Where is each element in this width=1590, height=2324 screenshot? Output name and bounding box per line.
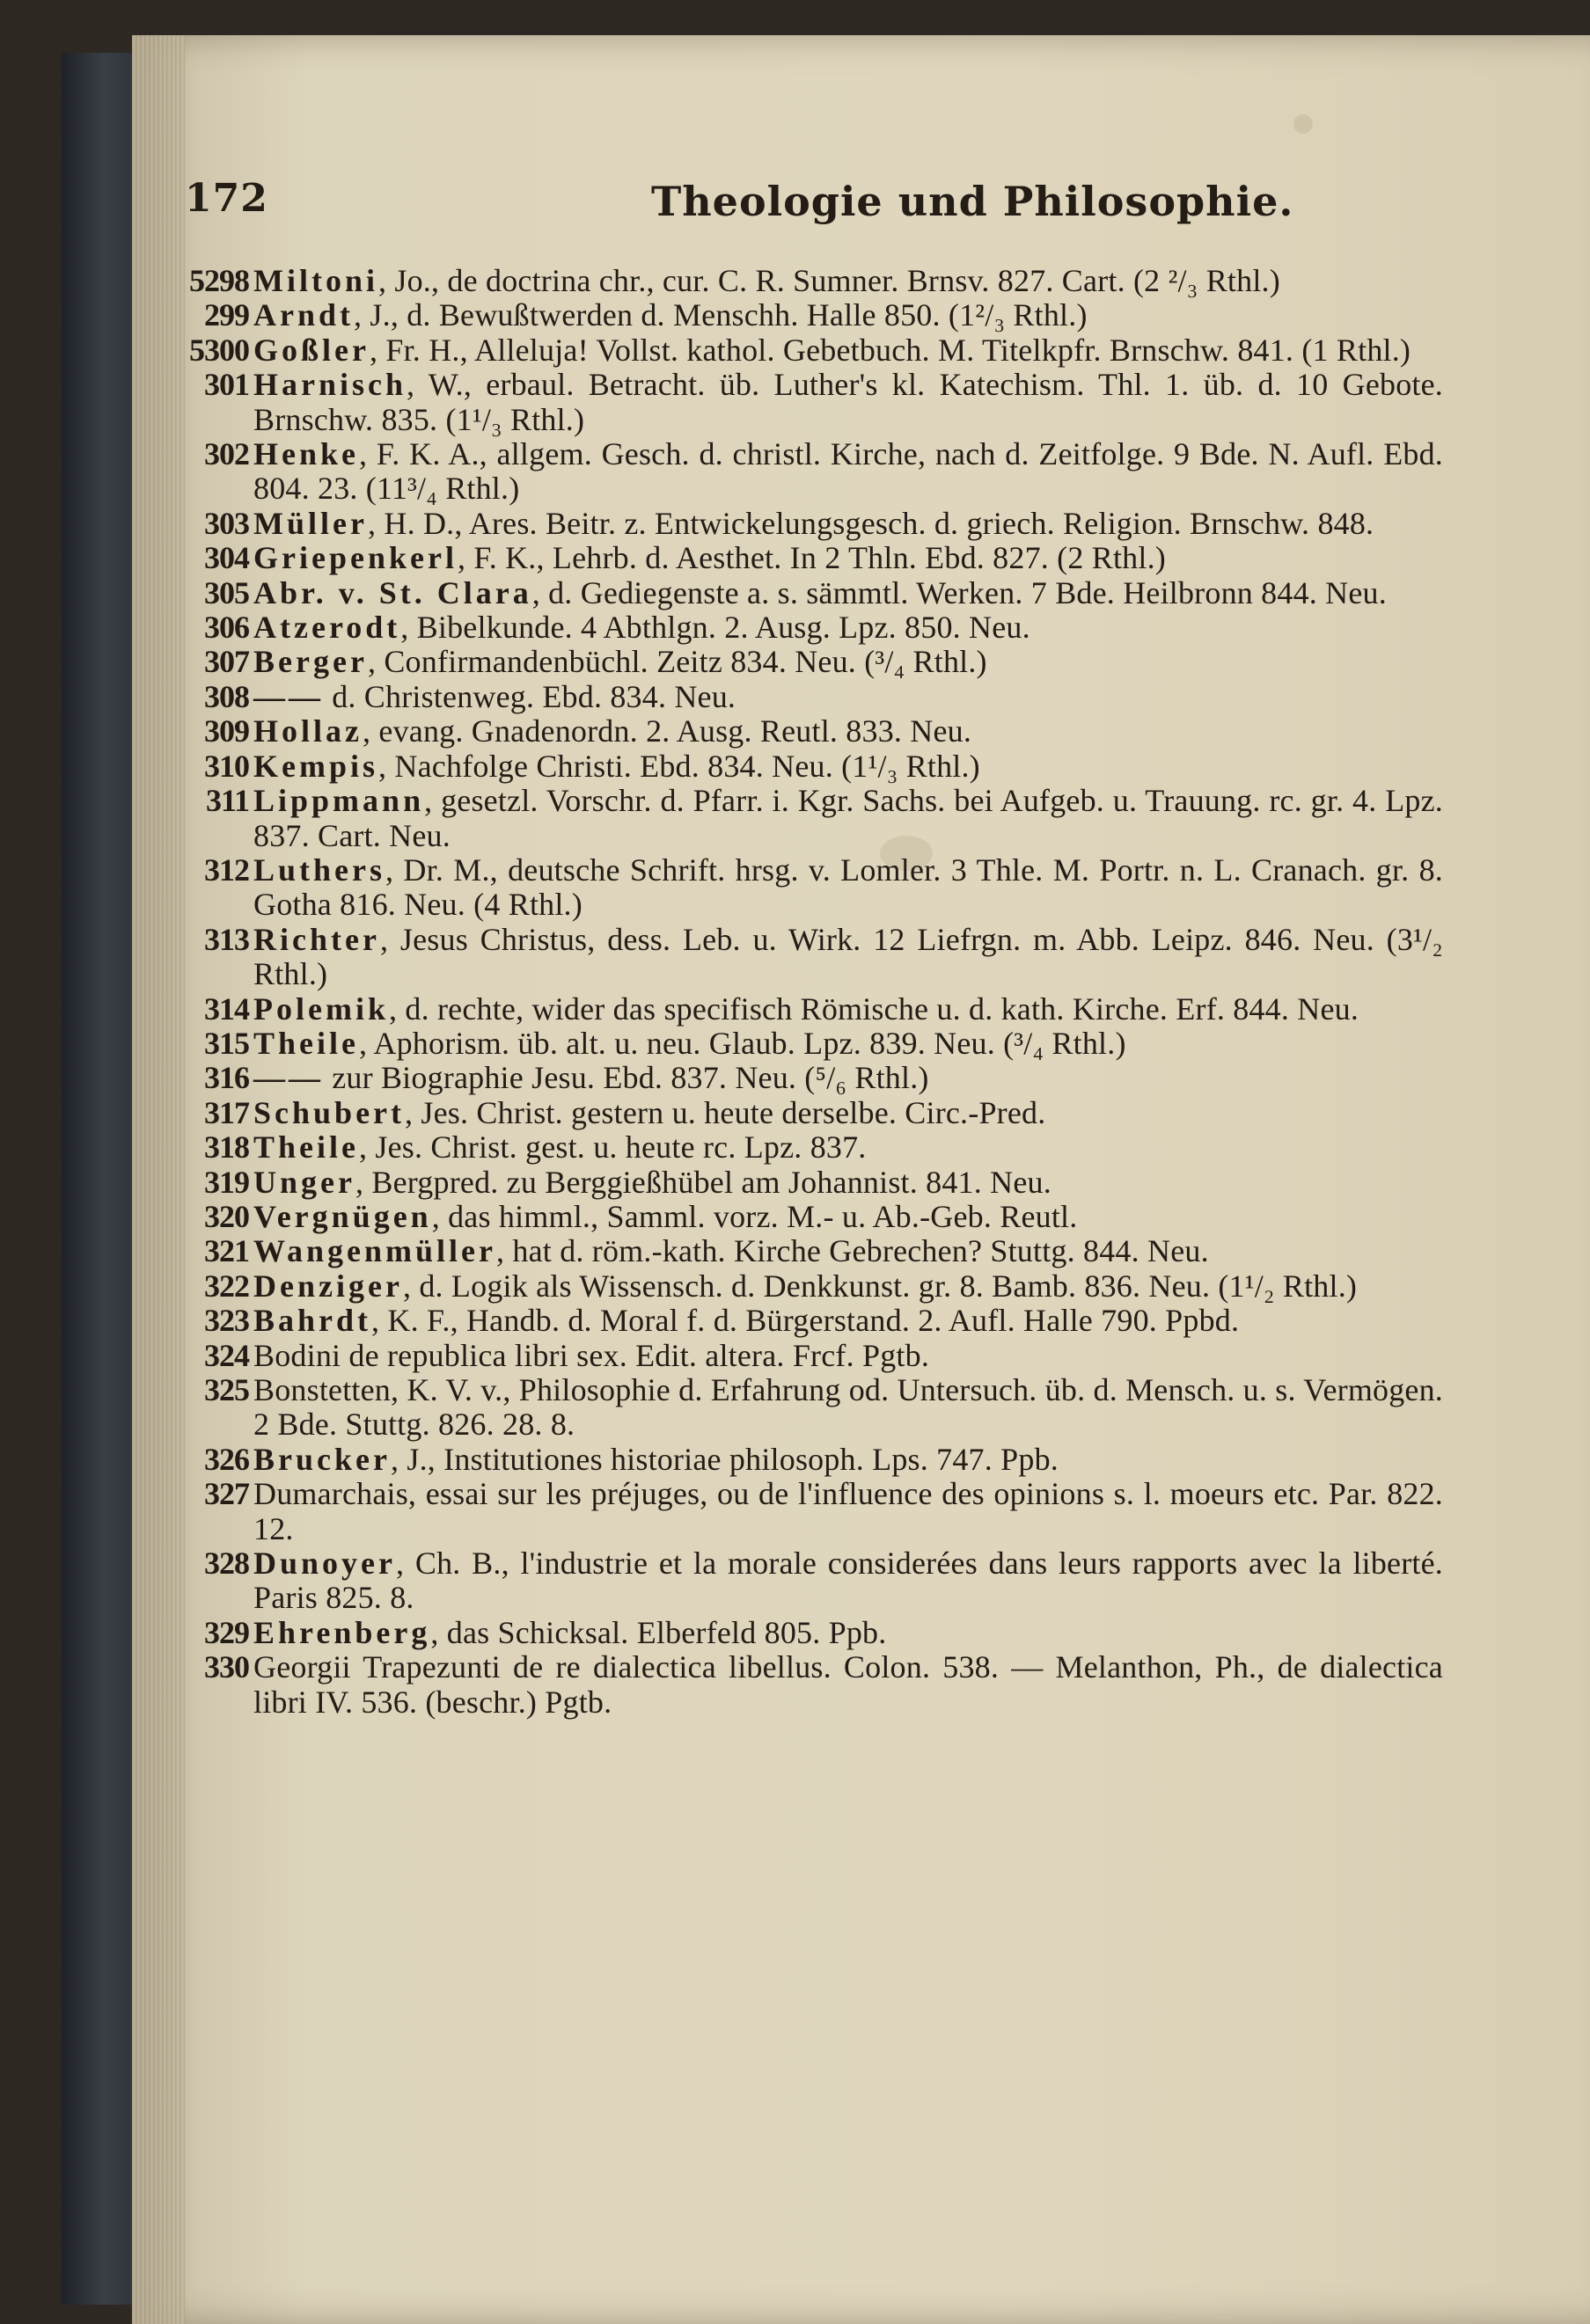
entry-number: 325 (204, 1372, 249, 1407)
entry-text (253, 1443, 1443, 1477)
catalog-entry (185, 1269, 1443, 1304)
entry-description: , Jo., de doctrina chr., cur. C. R. Sumner. Brnsv. 827. Cart. (2 ²/₃ Rthl.) (378, 263, 1280, 298)
entry-text (253, 368, 1443, 437)
catalog-entry (185, 368, 1443, 437)
entry-description: , W., erbaul. Betracht. üb. Luther's kl. Katechism. Thl. 1. üb. d. 10 Gebote. Brnschw. 835. (1¹/₃ Rthl.) (253, 367, 1443, 437)
entry-description: , das himml., Samml. vorz. M.- u. Ab.-Geb. Reutl. (431, 1198, 1078, 1234)
entry-text (253, 1234, 1443, 1268)
entry-text (253, 645, 1443, 679)
entry-text (253, 749, 1443, 784)
catalog-entry (185, 1166, 1443, 1200)
entry-description: , Fr. H., Alleluja! Vollst. kathol. Gebetbuch. M. Titelkpfr. Brnschw. 841. (1 Rthl.) (369, 332, 1411, 368)
entry-text (253, 680, 1443, 714)
entry-author: Unger (253, 1164, 355, 1200)
entry-text (253, 1130, 1443, 1165)
entry-description: Bonstetten, K. V. v., Philosophie d. Erfahrung od. Untersuch. üb. d. Mensch. u. s. Vermögen. 2 Bde. Stuttg. 826. 28. 8. (253, 1372, 1443, 1443)
catalog-entry (185, 333, 1443, 368)
entry-number: 310 (204, 748, 249, 784)
catalog-entry (185, 1650, 1443, 1720)
entry-author: Vergnügen (253, 1198, 432, 1234)
entry-description: , Dr. M., deutsche Schrift. hrsg. v. Lomler. 3 Thle. M. Portr. n. L. Cranach. gr. 8. Gotha 816. Neu. (4 Rthl.) (253, 851, 1443, 923)
entry-description: , H. D., Ares. Beitr. z. Entwickelungsgesch. d. griech. Religion. Brnschw. 848. (367, 505, 1374, 541)
entry-description: , Nachfolge Christi. Ebd. 834. Neu. (1¹/₃ Rthl.) (378, 748, 980, 784)
catalog-entry (185, 1616, 1443, 1650)
running-title: Theologie und Philosophie. (651, 178, 1294, 225)
catalog-entry (185, 992, 1443, 1027)
entry-text (253, 1546, 1443, 1616)
entry-number: 308 (204, 678, 249, 714)
entry-author: Brucker (253, 1441, 391, 1477)
entry-text (253, 1166, 1443, 1200)
entry-author: Harnisch (253, 367, 407, 403)
catalog-entry (185, 1304, 1443, 1338)
catalog-entry (185, 645, 1443, 679)
entry-number: 305 (204, 574, 249, 610)
catalog-entry (185, 680, 1443, 714)
page-gutter (132, 35, 185, 2324)
entry-description: , Ch. B., l'industrie et la morale considerées dans leurs rapports avec la liberté. Paris 825. 8. (253, 1546, 1443, 1616)
entry-description: , F. K., Lehrb. d. Aesthet. In 2 Thln. Ebd. 827. (2 Rthl.) (457, 540, 1166, 576)
entry-description: , J., d. Bewußtwerden d. Menschh. Halle 850. (1²/₃ Rthl.) (354, 297, 1088, 333)
catalog-entry (185, 1443, 1443, 1477)
entry-text (253, 1269, 1443, 1304)
catalog-entries (185, 264, 1443, 1720)
entry-number: 304 (204, 540, 249, 576)
entry-text (253, 1616, 1443, 1650)
entry-text (253, 1096, 1443, 1130)
entry-number: 319 (204, 1164, 249, 1200)
entry-number: 316 (204, 1060, 249, 1096)
entry-text (253, 541, 1443, 575)
catalog-entry (185, 437, 1443, 507)
entry-description: , Jes. Christ. gestern u. heute derselbe. Circ.-Pred. (405, 1094, 1046, 1130)
entry-author: Schubert (253, 1094, 406, 1130)
entry-description: , d. Logik als Wissensch. d. Denkkunst. gr. 8. Bamb. 836. Neu. (1¹/₂ Rthl.) (402, 1268, 1358, 1304)
entry-text (253, 333, 1443, 368)
entry-description: , evang. Gnadenordn. 2. Ausg. Reutl. 833. Neu. (362, 713, 972, 749)
catalog-entry (185, 507, 1443, 541)
catalog-entry (185, 610, 1443, 645)
entry-author: Henke (253, 436, 360, 472)
entry-author: Bahrdt (253, 1303, 372, 1339)
catalog-entry (185, 714, 1443, 749)
entry-author: Theile (253, 1129, 359, 1166)
entry-description: , Bergpred. zu Berggießhübel am Johannist. 841. Neu. (355, 1164, 1051, 1200)
catalog-entry (185, 541, 1443, 575)
entry-number: 313 (204, 921, 249, 957)
entry-number: 309 (204, 713, 249, 749)
entry-author: Atzerodt (253, 610, 401, 646)
entry-author: Ehrenberg (253, 1614, 431, 1650)
entry-number: 317 (204, 1094, 249, 1130)
entry-author: Goßler (253, 332, 370, 368)
entry-author: —— (253, 678, 324, 714)
catalog-entry (185, 576, 1443, 610)
entry-number: 314 (204, 990, 249, 1027)
catalog-entry (185, 1061, 1443, 1095)
entry-number: 326 (204, 1441, 249, 1477)
entry-text (253, 298, 1443, 333)
entry-author: Denziger (253, 1268, 403, 1304)
entry-author: Wangenmüller (253, 1233, 497, 1269)
entry-number: 320 (204, 1198, 249, 1234)
entry-author: Berger (253, 644, 368, 680)
entry-number: 327 (204, 1476, 249, 1512)
entry-number: 5300 (189, 332, 249, 368)
entry-number: 301 (204, 367, 249, 403)
entry-number: 311 (205, 783, 249, 819)
entry-author: Lippmann (253, 783, 425, 819)
entry-number: 299 (204, 297, 249, 333)
entry-text (253, 1339, 1443, 1373)
catalog-entry (185, 853, 1443, 923)
entry-number: 328 (204, 1546, 249, 1582)
book-page (185, 35, 1590, 2324)
catalog-entry (185, 1027, 1443, 1061)
entry-text (253, 1650, 1443, 1720)
entry-description: , das Schicksal. Elberfeld 805. Ppb. (430, 1614, 887, 1650)
catalog-entry (185, 1339, 1443, 1373)
entry-description: , K. F., Handb. d. Moral f. d. Bürgerstand. 2. Aufl. Halle 790. Ppbd. (371, 1303, 1240, 1339)
catalog-entry (185, 1130, 1443, 1165)
catalog-entry (185, 923, 1443, 992)
entry-text (253, 1477, 1443, 1546)
entry-number: 306 (204, 610, 249, 646)
entry-text (253, 714, 1443, 749)
entry-author: Theile (253, 1025, 359, 1061)
entry-description: , J., Institutiones historiae philosoph. Lps. 747. Ppb. (390, 1441, 1059, 1477)
entry-text (253, 992, 1443, 1027)
catalog-entry (185, 1373, 1443, 1443)
entry-number: 318 (204, 1129, 249, 1166)
entry-number: 323 (204, 1303, 249, 1339)
entry-author: Arndt (253, 297, 355, 333)
catalog-entry (185, 264, 1443, 298)
entry-author: Kempis (253, 748, 379, 784)
entry-author: Griepenkerl (253, 540, 458, 576)
catalog-entry (185, 749, 1443, 784)
entry-description: , Bibelkunde. 4 Abthlgn. 2. Ausg. Lpz. 850. Neu. (400, 610, 1030, 646)
entry-author: Dunoyer (253, 1546, 396, 1582)
entry-text (253, 1200, 1443, 1234)
entry-description: Bodini de republica libri sex. Edit. altera. Frcf. Pgtb. (253, 1337, 930, 1373)
entry-text (253, 1304, 1443, 1338)
entry-number: 307 (204, 644, 249, 680)
entry-number: 322 (204, 1268, 249, 1304)
entry-description: , Jes. Christ. gest. u. heute rc. Lpz. 837. (359, 1129, 867, 1166)
entry-description: , hat d. röm.-kath. Kirche Gebrechen? Stuttg. 844. Neu. (496, 1233, 1209, 1269)
entry-author: Müller (253, 505, 368, 541)
entry-text (253, 1373, 1443, 1443)
entry-text (253, 610, 1443, 645)
catalog-entry (185, 1096, 1443, 1130)
entry-description: , gesetzl. Vorschr. d. Pfarr. i. Kgr. Sachs. bei Aufgeb. u. Trauung. rc. gr. 4. Lpz. 837. Cart. Neu. (253, 783, 1443, 853)
entry-description: , Aphorism. üb. alt. u. neu. Glaub. Lpz. 839. Neu. (³/₄ Rthl.) (359, 1025, 1126, 1061)
entry-number: 5298 (189, 263, 249, 298)
catalog-entry (185, 1200, 1443, 1234)
page-number: 172 (185, 176, 268, 221)
catalog-entry (185, 784, 1443, 853)
entry-text (253, 1027, 1443, 1061)
entry-description: Georgii Trapezunti de re dialectica libellus. Colon. 538. — Melanthon, Ph., de dialectica libri IV. 536. (beschr.) Pgtb. (253, 1649, 1443, 1720)
entry-number: 302 (204, 436, 249, 472)
entry-number: 324 (204, 1337, 249, 1373)
entry-description: , d. rechte, wider das specifisch Römische u. d. kath. Kirche. Erf. 844. Neu. (388, 990, 1359, 1027)
entry-text (253, 784, 1443, 853)
entry-author: —— (253, 1060, 324, 1096)
entry-number: 330 (204, 1649, 249, 1685)
entry-number: 303 (204, 505, 249, 541)
entry-author: Abr. v. St. Clara (253, 574, 532, 610)
catalog-entry (185, 298, 1443, 333)
entry-description: zur Biographie Jesu. Ebd. 837. Neu. (⁵/₆ Rthl.) (324, 1060, 929, 1096)
entry-author: Richter (253, 921, 380, 957)
entry-text (253, 1061, 1443, 1095)
entry-text (253, 853, 1443, 923)
entry-text (253, 923, 1443, 992)
entry-description: , F. K. A., allgem. Gesch. d. christl. Kirche, nach d. Zeitfolge. 9 Bde. N. Aufl. Ebd. 804. 23. (11³/₄ Rthl.) (253, 436, 1443, 507)
entry-author: Polemik (253, 990, 389, 1027)
catalog-entry (185, 1234, 1443, 1268)
entry-author: Luthers (253, 851, 386, 888)
entry-description: Dumarchais, essai sur les préjuges, ou de l'influence des opinions s. l. moeurs etc. Par. 822. 12. (253, 1476, 1443, 1546)
entry-text (253, 264, 1443, 298)
entry-number: 321 (204, 1233, 249, 1269)
entry-description: d. Christenweg. Ebd. 834. Neu. (324, 678, 736, 714)
entry-number: 329 (204, 1614, 249, 1650)
entry-text (253, 507, 1443, 541)
catalog-entry (185, 1546, 1443, 1616)
entry-text (253, 437, 1443, 507)
page-header (185, 176, 1452, 246)
entry-text (253, 576, 1443, 610)
entry-description: , Jesus Christus, dess. Leb. u. Wirk. 12 Liefrgn. m. Abb. Leipz. 846. Neu. (3¹/₂ Rthl.) (253, 921, 1443, 992)
entry-author: Miltoni (253, 263, 378, 298)
entry-description: , d. Gediegenste a. s. sämmtl. Werken. 7 Bde. Heilbronn 844. Neu. (531, 574, 1387, 610)
catalog-entry (185, 1477, 1443, 1546)
entry-number: 312 (204, 851, 249, 888)
entry-number: 315 (204, 1025, 249, 1061)
entry-description: , Confirmandenbüchl. Zeitz 834. Neu. (³/₄ Rthl.) (367, 644, 987, 680)
entry-author: Hollaz (253, 713, 363, 749)
